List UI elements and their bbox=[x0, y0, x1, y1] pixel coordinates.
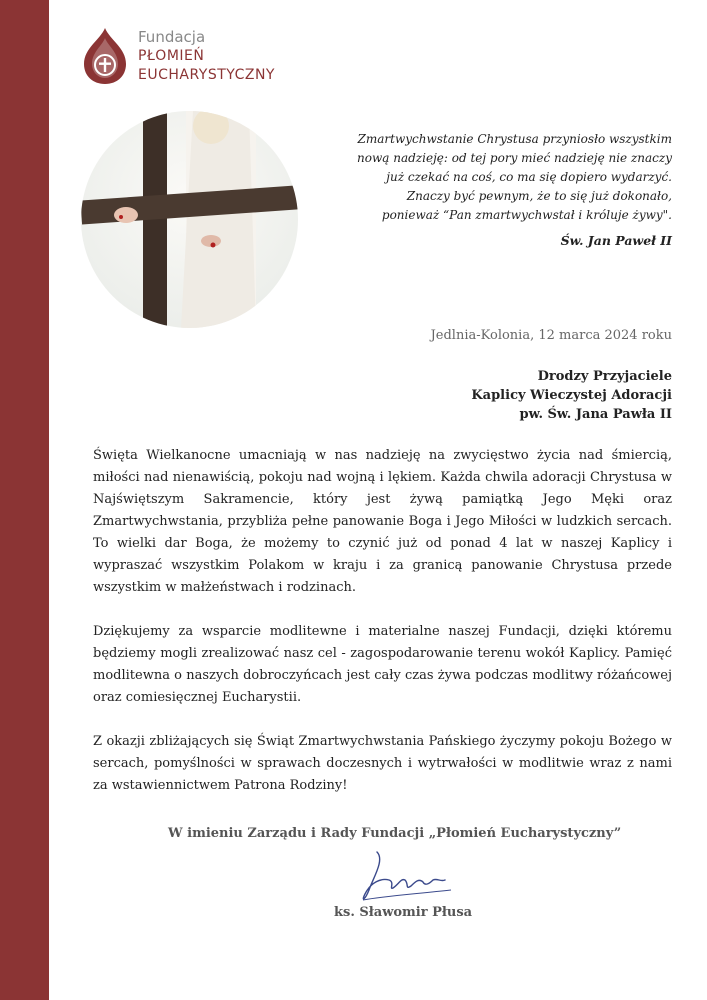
quote-block bbox=[312, 130, 672, 225]
quote-line: ponieważ “Pan zmartwychwstał i króluje żywy". bbox=[381, 208, 672, 222]
signer-name: ks. Sławomir Płusa bbox=[334, 905, 473, 920]
left-sidebar-band bbox=[0, 0, 49, 1000]
flame-cross-icon bbox=[80, 26, 130, 86]
body-paragraph: Dziękujemy za wsparcie modlitewne i materialne naszej Fundacji, dzięki któremu będziemy mogli zrealizować nasz cel - zagospodarowanie terenu wokół Kaplicy. Pamięć modlitewna o naszych dobroczyńcach jest cały czas żywa podczas modlitwy różańcowej oraz comiesięcznej Eucharystii. bbox=[93, 624, 672, 705]
body-paragraph: Święta Wielkanocne umacniają w nas nadzieję na zwycięstwo życia nad śmiercią, miłości nad nienawiścią, pokoju nad wojną i lękiem. Każda chwila adoracji Chrystusa w Najświętszym Sakramencie, który jest żywą pamiątką Jego Męki oraz Zmartwychwstania, przybliża pełne panowanie Boga i Jego Miłości w ludzkich sercach. To wielki dar Boga, że możemy to czynić już od ponad 4 lat w naszej Kaplicy i wypraszać wszystkim Polakom w kraju i za granicą panowanie Chrystusa przede wszystkim w małżeństwach i rodzinach. bbox=[93, 448, 672, 595]
dateline: Jedlnia-Kolonia, 12 marca 2024 roku bbox=[430, 328, 672, 343]
foundation-logo bbox=[80, 26, 290, 86]
letter-body bbox=[93, 445, 672, 819]
logo-line-eucharystyczny: EUCHARYSTYCZNY bbox=[138, 67, 275, 83]
body-paragraph: Z okazji zbliżających się Świąt Zmartwychwstania Pańskiego życzymy pokoju Bożego w sercach, pomyślności w sprawach doczesnych i wytrwałości w modlitwie wraz z nami za wstawiennictwem Patrona Rodziny! bbox=[93, 734, 672, 793]
salutation-line: pw. Św. Jana Pawła II bbox=[519, 407, 672, 422]
logo-line-fundacja: Fundacja bbox=[138, 28, 206, 46]
salutation-line: Kaplicy Wieczystej Adoracji bbox=[471, 388, 672, 403]
salutation bbox=[471, 367, 672, 424]
logo-line-plomien: PŁOMIEŃ bbox=[138, 48, 205, 64]
closing-line: W imieniu Zarządu i Rady Fundacji „Płomień Eucharystyczny” bbox=[168, 826, 622, 841]
quote-line: Zmartwychwstanie Chrystusa przyniosło wszystkim bbox=[357, 132, 672, 146]
quote-line: nową nadzieję: od tej pory mieć nadzieję nie znaczy bbox=[357, 151, 672, 165]
quote-line: już czekać na coś, co ma się dopiero wydarzyć. bbox=[386, 170, 672, 184]
cross-figure-image bbox=[81, 111, 298, 328]
handwritten-signature bbox=[355, 850, 465, 906]
quote-line: Znaczy być pewnym, że to się już dokonało, bbox=[406, 189, 672, 203]
cross-figure-illustration bbox=[81, 111, 298, 328]
quote-author: Św. Jan Paweł II bbox=[560, 233, 672, 248]
salutation-line: Drodzy Przyjaciele bbox=[537, 369, 672, 384]
